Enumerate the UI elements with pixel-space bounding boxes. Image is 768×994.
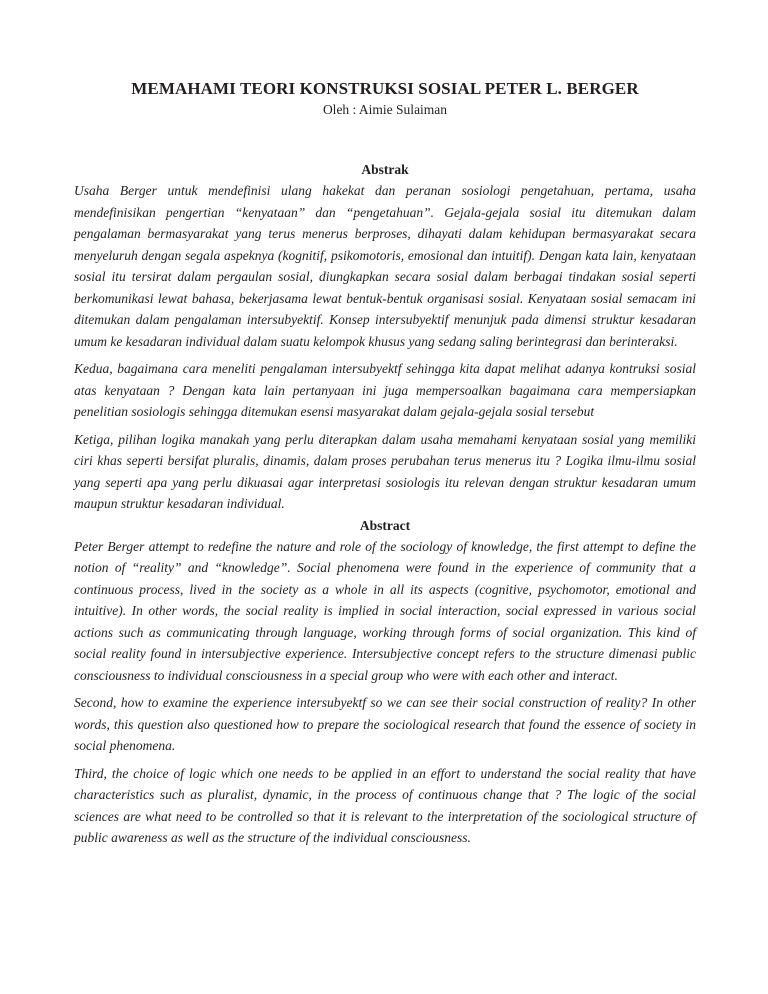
abstract-paragraph-3: Third, the choice of logic which one needs to be applied in an effort to understand the social reality that have characteristics such as pluralist, dynamic, in the process of continuous change that ? The logic of the social sciences are what need to be controlled so that it is relevant to the interpretation of the sociological structure of public awareness as well as the structure of the individual consciousness. [74,765,696,845]
abstrak-heading: Abstrak [361,162,409,177]
abstract-heading: Abstract [359,517,411,533]
article-page [74,78,696,849]
abstrak-paragraph-3: Ketiga, pilihan logika manakah yang perlu diterapkan dalam usaha memahami kenyataan sosial yang memiliki ciri khas seperti bersifat pluralis, dinamis, dalam proses perubahan terus menerus itu ? Logika ilmu-ilmu sosial yang seperti apa yang perlu dikuasai agar interpretasi sosiologis itu relevan dengan struktur kesadaran umum maupun struktur kesadaran individual. [74,431,696,511]
abstrak-paragraph-1: Usaha Berger untuk mendefinisi ulang hakekat dan peranan sosiologi pengetahuan, pertama, usaha mendefinisikan pengertian “kenyataan” dan “pengetahuan”. Gejala-gejala sosial itu ditemukan dalam pengalaman bermasyarakat yang terus menerus berproses, dihayati dalam kehidupan bermasyarakat secara menyeluruh dengan segala aspeknya (kognitif, psikomotoris, emosional dan intuitif). Dengan kata lain, kenyataan sosial itu tersirat dalam pergaulan sosial, diungkapkan secara sosial dalam berbagai tindakan sosial seperti berkomunikasi lewat bahasa, bekerjasama lewat bentuk-bentuk organisasi sosial. Kenyataan sosial semacam ini ditemukan dalam pengalaman intersubyektif. Konsep intersubyektif menunjuk pada dimensi struktur kesadaran umum ke kesadaran individual dalam suatu kelompok khusus yang sedang saling berintegrasi dan berinteraksi. [74,183,696,349]
article-author: Oleh : Aimie Sulaiman [322,102,448,117]
abstract-paragraph-2: Second, how to examine the experience intersubyektf so we can see their social construction of reality? In other words, this question also questioned how to prepare the sociological research that found the essence of society in social phenomena. [74,695,696,753]
abstract-paragraph-1: Peter Berger attempt to redefine the nature and role of the sociology of knowledge, the first attempt to define the notion of “reality” and “knowledge”. Social phenomena were found in the experience of community that a continuous process, lived in the society as a whole in all its aspects (cognitive, psychomotor, emotional and intuitive). In other words, the social reality is implied in social interaction, social expressed in various social actions such as communicating through language, working through forms of social organization. This kind of social reality found in intersubjective experience. Intersubjective concept refers to the structure dimenasi public consciousness to individual consciousness in a special group who were with each other and interact. [74,538,696,683]
abstrak-paragraph-2: Kedua, bagaimana cara meneliti pengalaman intersubyektf sehingga kita dapat melihat adanya kontruksi sosial atas kenyataan ? Dengan kata lain pertanyaan ini juga mempersoalkan bagaimana cara mempersiapkan penelitian sosiologis sehingga ditemukan esensi masyarakat dalam gejala-gejala sosial tersebut [74,361,696,419]
article-title: MEMAHAMI TEORI KONSTRUKSI SOSIAL PETER L. BERGER [131,79,639,98]
